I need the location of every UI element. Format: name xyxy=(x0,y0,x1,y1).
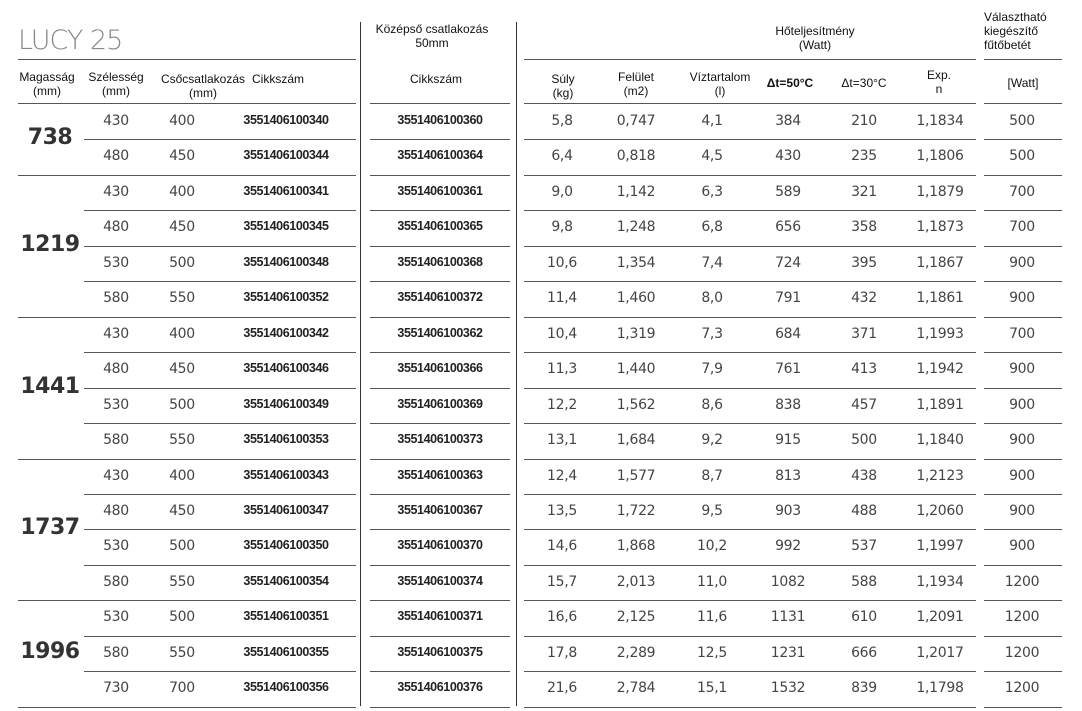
row-separator xyxy=(524,210,976,211)
group-separator xyxy=(524,175,976,176)
row-separator xyxy=(984,565,1062,566)
header-center-sku: Cikkszám xyxy=(409,72,462,86)
cell-center-sku: 3551406100373 xyxy=(397,432,483,447)
cell-center-sku: 3551406100366 xyxy=(397,361,483,376)
group-separator xyxy=(370,600,510,601)
cell-center-sku: 3551406100361 xyxy=(397,183,483,198)
group-separator xyxy=(984,459,1062,460)
header-center-connection: Középső csatlakozás 50mm xyxy=(375,22,489,50)
group-separator xyxy=(524,317,976,318)
cell-output-dt30: 457 xyxy=(851,396,877,413)
product-title: LUCY 25 xyxy=(18,25,123,56)
cell-water-content: 8,6 xyxy=(701,396,723,413)
cell-surface: 1,562 xyxy=(616,396,656,413)
row-separator xyxy=(84,636,356,637)
cell-water-content: 7,4 xyxy=(701,254,723,271)
cell-width: 430 xyxy=(103,325,129,342)
row-separator xyxy=(84,139,356,140)
cell-sku: 3551406100341 xyxy=(243,183,329,198)
group-height-label: 1996 xyxy=(20,639,80,665)
header-rule xyxy=(18,59,356,60)
row-separator xyxy=(370,529,510,530)
cell-heater-watt: 900 xyxy=(1009,467,1035,484)
cell-weight: 12,2 xyxy=(547,396,577,413)
cell-output-dt50: 1532 xyxy=(770,680,806,697)
cell-heater-watt: 900 xyxy=(1009,254,1035,271)
cell-sku: 3551406100354 xyxy=(243,573,329,588)
cell-center-sku: 3551406100368 xyxy=(397,254,483,269)
row-separator xyxy=(524,636,976,637)
cell-surface: 1,142 xyxy=(616,183,656,200)
cell-weight: 12,4 xyxy=(547,467,577,484)
cell-center-sku: 3551406100367 xyxy=(397,502,483,517)
cell-output-dt50: 384 xyxy=(775,113,801,129)
group-separator xyxy=(370,317,510,318)
cell-heater-watt: 900 xyxy=(1009,290,1035,307)
cell-width: 530 xyxy=(103,609,129,626)
row-separator xyxy=(984,281,1062,282)
cell-heater-watt: 1200 xyxy=(1004,680,1040,697)
cell-pipe-connection: 450 xyxy=(169,148,195,165)
cell-heater-watt: 700 xyxy=(1009,183,1035,200)
cell-exponent: 1,2060 xyxy=(916,502,964,519)
cell-heater-watt: 1200 xyxy=(1004,573,1040,590)
header-heater: Választható kiegészítő fűtőbetét xyxy=(984,10,1047,52)
cell-output-dt50: 724 xyxy=(775,254,801,271)
cell-output-dt50: 761 xyxy=(775,361,801,378)
cell-output-dt30: 371 xyxy=(851,325,877,342)
cell-surface: 2,013 xyxy=(616,573,656,590)
cell-pipe-connection: 500 xyxy=(169,538,195,555)
group-separator xyxy=(18,317,356,318)
cell-sku: 3551406100347 xyxy=(243,502,329,517)
row-separator xyxy=(370,388,510,389)
column-divider xyxy=(360,22,361,706)
cell-surface: 1,684 xyxy=(616,432,656,449)
cell-width: 530 xyxy=(103,396,129,413)
cell-center-sku: 3551406100370 xyxy=(397,538,483,553)
group-separator xyxy=(524,459,976,460)
row-separator xyxy=(984,671,1062,672)
cell-sku: 3551406100351 xyxy=(243,609,329,624)
cell-width: 580 xyxy=(103,573,129,590)
header-performance: Hőteljesítmény (Watt) xyxy=(775,24,855,52)
group-separator xyxy=(370,459,510,460)
cell-exponent: 1,1798 xyxy=(916,680,964,697)
cell-weight: 11,4 xyxy=(547,290,577,307)
cell-surface: 0,747 xyxy=(616,113,656,129)
cell-sku: 3551406100356 xyxy=(243,680,329,695)
cell-water-content: 4,1 xyxy=(701,113,723,129)
row-separator xyxy=(84,246,356,247)
row-separator xyxy=(84,494,356,495)
header-heater-unit: [Watt] xyxy=(1007,76,1039,90)
row-separator xyxy=(84,281,356,282)
row-separator xyxy=(524,494,976,495)
group-height-label: 1441 xyxy=(20,373,80,399)
row-separator xyxy=(370,565,510,566)
row-separator xyxy=(370,139,510,140)
cell-output-dt30: 235 xyxy=(851,148,877,165)
cell-output-dt50: 838 xyxy=(775,396,801,413)
cell-exponent: 1,2017 xyxy=(916,644,964,661)
cell-exponent: 1,1942 xyxy=(916,361,964,378)
cell-pipe-connection: 550 xyxy=(169,432,195,449)
cell-pipe-connection: 450 xyxy=(169,502,195,519)
cell-pipe-connection: 450 xyxy=(169,219,195,236)
cell-center-sku: 3551406100360 xyxy=(397,113,483,127)
header-rule xyxy=(18,103,356,104)
cell-weight: 10,6 xyxy=(547,254,577,271)
cell-surface: 1,440 xyxy=(616,361,656,378)
cell-heater-watt: 700 xyxy=(1009,219,1035,236)
cell-output-dt30: 210 xyxy=(851,113,877,129)
header-width: Szélesség (mm) xyxy=(88,70,144,98)
cell-exponent: 1,1834 xyxy=(916,113,964,129)
cell-output-dt50: 589 xyxy=(775,183,801,200)
cell-pipe-connection: 400 xyxy=(169,183,195,200)
cell-width: 580 xyxy=(103,644,129,661)
cell-output-dt50: 430 xyxy=(775,148,801,165)
header-sku: Cikkszám xyxy=(252,72,305,86)
header-weight: Súly (kg) xyxy=(551,72,575,100)
cell-water-content: 4,5 xyxy=(701,148,723,165)
group-height-label: 738 xyxy=(27,125,73,151)
header-rule xyxy=(524,103,976,104)
cell-weight: 11,3 xyxy=(547,361,577,378)
cell-output-dt30: 438 xyxy=(851,467,877,484)
row-separator xyxy=(370,246,510,247)
cell-exponent: 1,1891 xyxy=(916,396,964,413)
cell-exponent: 1,2123 xyxy=(916,467,964,484)
row-separator xyxy=(84,210,356,211)
cell-weight: 13,5 xyxy=(547,502,577,519)
cell-output-dt30: 413 xyxy=(851,361,877,378)
row-separator xyxy=(524,529,976,530)
cell-width: 430 xyxy=(103,467,129,484)
cell-heater-watt: 700 xyxy=(1009,325,1035,342)
cell-output-dt30: 500 xyxy=(851,432,877,449)
row-separator xyxy=(984,636,1062,637)
cell-water-content: 6,8 xyxy=(701,219,723,236)
cell-water-content: 9,5 xyxy=(701,502,723,519)
cell-pipe-connection: 400 xyxy=(169,467,195,484)
header-pipe: Csőcsatlakozás (mm) xyxy=(160,72,246,100)
cell-surface: 1,460 xyxy=(616,290,656,307)
cell-heater-watt: 1200 xyxy=(1004,644,1040,661)
cell-width: 480 xyxy=(103,219,129,236)
cell-width: 480 xyxy=(103,148,129,165)
cell-pipe-connection: 700 xyxy=(169,680,195,697)
cell-output-dt50: 791 xyxy=(775,290,801,307)
group-separator xyxy=(984,707,1062,708)
cell-sku: 3551406100350 xyxy=(243,538,329,553)
cell-width: 430 xyxy=(103,183,129,200)
cell-weight: 6,4 xyxy=(551,148,573,165)
cell-exponent: 1,2091 xyxy=(916,609,964,626)
header-dt30: Δt=30°C xyxy=(841,76,887,90)
cell-heater-watt: 900 xyxy=(1009,396,1035,413)
cell-surface: 1,868 xyxy=(616,538,656,555)
cell-water-content: 11,0 xyxy=(697,573,727,590)
row-separator xyxy=(370,281,510,282)
cell-sku: 3551406100348 xyxy=(243,254,329,269)
row-separator xyxy=(84,671,356,672)
group-height-label: 1737 xyxy=(20,515,80,541)
group-separator xyxy=(524,600,976,601)
cell-output-dt30: 321 xyxy=(851,183,877,200)
cell-water-content: 12,5 xyxy=(697,644,727,661)
row-separator xyxy=(984,388,1062,389)
header-rule xyxy=(370,103,510,104)
cell-pipe-connection: 400 xyxy=(169,325,195,342)
cell-heater-watt: 900 xyxy=(1009,538,1035,555)
cell-weight: 16,6 xyxy=(547,609,577,626)
cell-width: 580 xyxy=(103,432,129,449)
cell-weight: 9,8 xyxy=(551,219,573,236)
cell-surface: 1,722 xyxy=(616,502,656,519)
cell-sku: 3551406100343 xyxy=(243,467,329,482)
row-separator xyxy=(984,423,1062,424)
header-height: Magasság (mm) xyxy=(19,70,75,98)
cell-surface: 2,784 xyxy=(616,680,656,697)
row-separator xyxy=(984,494,1062,495)
cell-sku: 3551406100352 xyxy=(243,290,329,305)
cell-heater-watt: 900 xyxy=(1009,432,1035,449)
cell-output-dt50: 903 xyxy=(775,502,801,519)
cell-output-dt50: 1082 xyxy=(770,573,806,590)
cell-weight: 13,1 xyxy=(547,432,577,449)
cell-exponent: 1,1840 xyxy=(916,432,964,449)
group-separator xyxy=(370,707,510,708)
group-separator xyxy=(18,459,356,460)
row-separator xyxy=(524,671,976,672)
cell-output-dt30: 588 xyxy=(851,573,877,590)
cell-pipe-connection: 500 xyxy=(169,396,195,413)
cell-sku: 3551406100342 xyxy=(243,325,329,340)
cell-pipe-connection: 500 xyxy=(169,254,195,271)
row-separator xyxy=(84,565,356,566)
cell-width: 530 xyxy=(103,254,129,271)
cell-width: 480 xyxy=(103,361,129,378)
cell-center-sku: 3551406100376 xyxy=(397,680,483,695)
group-separator xyxy=(524,707,976,708)
cell-exponent: 1,1993 xyxy=(916,325,964,342)
row-separator xyxy=(984,529,1062,530)
row-separator xyxy=(984,210,1062,211)
cell-weight: 17,8 xyxy=(547,644,577,661)
cell-center-sku: 3551406100375 xyxy=(397,644,483,659)
cell-weight: 21,6 xyxy=(547,680,577,697)
cell-pipe-connection: 500 xyxy=(169,609,195,626)
row-separator xyxy=(524,246,976,247)
cell-heater-watt: 500 xyxy=(1009,113,1035,129)
row-separator xyxy=(984,139,1062,140)
cell-output-dt30: 432 xyxy=(851,290,877,307)
row-separator xyxy=(524,388,976,389)
row-separator xyxy=(370,494,510,495)
cell-surface: 1,248 xyxy=(616,219,656,236)
cell-pipe-connection: 550 xyxy=(169,644,195,661)
group-separator xyxy=(984,600,1062,601)
cell-water-content: 9,2 xyxy=(701,432,723,449)
header-water: Víztartalom (l) xyxy=(689,70,751,98)
row-separator xyxy=(524,139,976,140)
cell-water-content: 7,3 xyxy=(701,325,723,342)
cell-heater-watt: 500 xyxy=(1009,148,1035,165)
cell-center-sku: 3551406100374 xyxy=(397,573,483,588)
cell-sku: 3551406100345 xyxy=(243,219,329,234)
row-separator xyxy=(524,565,976,566)
header-surface: Felület (m2) xyxy=(617,70,655,98)
cell-center-sku: 3551406100363 xyxy=(397,467,483,482)
row-separator xyxy=(984,246,1062,247)
cell-surface: 0,818 xyxy=(616,148,656,165)
cell-weight: 15,7 xyxy=(547,573,577,590)
cell-output-dt30: 537 xyxy=(851,538,877,555)
cell-water-content: 7,9 xyxy=(701,361,723,378)
row-separator xyxy=(84,529,356,530)
cell-weight: 14,6 xyxy=(547,538,577,555)
cell-width: 530 xyxy=(103,538,129,555)
cell-pipe-connection: 450 xyxy=(169,361,195,378)
cell-weight: 9,0 xyxy=(551,183,573,200)
cell-center-sku: 3551406100364 xyxy=(397,148,483,163)
cell-weight: 5,8 xyxy=(551,113,573,129)
cell-sku: 3551406100355 xyxy=(243,644,329,659)
group-separator xyxy=(370,175,510,176)
cell-surface: 1,354 xyxy=(616,254,656,271)
group-height-label: 1219 xyxy=(20,231,80,257)
group-separator xyxy=(18,600,356,601)
cell-exponent: 1,1873 xyxy=(916,219,964,236)
cell-exponent: 1,1806 xyxy=(916,148,964,165)
cell-exponent: 1,1997 xyxy=(916,538,964,555)
cell-water-content: 6,3 xyxy=(701,183,723,200)
cell-pipe-connection: 400 xyxy=(169,113,195,129)
cell-center-sku: 3551406100372 xyxy=(397,290,483,305)
header-rule xyxy=(984,59,1062,60)
group-separator xyxy=(18,707,356,708)
cell-pipe-connection: 550 xyxy=(169,573,195,590)
row-separator xyxy=(370,671,510,672)
cell-heater-watt: 1200 xyxy=(1004,609,1040,626)
cell-output-dt30: 358 xyxy=(851,219,877,236)
cell-width: 430 xyxy=(103,113,129,129)
cell-surface: 1,577 xyxy=(616,467,656,484)
cell-sku: 3551406100346 xyxy=(243,361,329,376)
cell-width: 580 xyxy=(103,290,129,307)
cell-center-sku: 3551406100371 xyxy=(397,609,483,624)
cell-surface: 2,125 xyxy=(616,609,656,626)
cell-surface: 1,319 xyxy=(616,325,656,342)
cell-output-dt30: 488 xyxy=(851,502,877,519)
cell-output-dt50: 1231 xyxy=(770,644,806,661)
cell-sku: 3551406100344 xyxy=(243,148,329,163)
header-dt50: Δt=50°C xyxy=(766,76,814,90)
cell-weight: 10,4 xyxy=(547,325,577,342)
cell-output-dt30: 839 xyxy=(851,680,877,697)
cell-output-dt50: 813 xyxy=(775,467,801,484)
cell-output-dt30: 666 xyxy=(851,644,877,661)
cell-water-content: 8,0 xyxy=(701,290,723,307)
cell-surface: 2,289 xyxy=(616,644,656,661)
header-rule xyxy=(524,59,976,60)
cell-heater-watt: 900 xyxy=(1009,502,1035,519)
cell-output-dt50: 684 xyxy=(775,325,801,342)
row-separator xyxy=(370,423,510,424)
cell-output-dt50: 656 xyxy=(775,219,801,236)
row-separator xyxy=(370,636,510,637)
row-separator xyxy=(524,423,976,424)
cell-output-dt50: 992 xyxy=(775,538,801,555)
group-separator xyxy=(984,317,1062,318)
cell-heater-watt: 900 xyxy=(1009,361,1035,378)
header-exp: Exp. n xyxy=(926,68,951,96)
row-separator xyxy=(524,352,976,353)
cell-exponent: 1,1867 xyxy=(916,254,964,271)
group-separator xyxy=(18,175,356,176)
row-separator xyxy=(84,352,356,353)
header-rule xyxy=(984,103,1062,104)
group-separator xyxy=(984,175,1062,176)
cell-width: 730 xyxy=(103,680,129,697)
cell-exponent: 1,1879 xyxy=(916,183,964,200)
cell-sku: 3551406100340 xyxy=(243,113,329,127)
cell-water-content: 11,6 xyxy=(697,609,727,626)
cell-water-content: 15,1 xyxy=(697,680,727,697)
cell-center-sku: 3551406100365 xyxy=(397,219,483,234)
cell-width: 480 xyxy=(103,502,129,519)
cell-exponent: 1,1861 xyxy=(916,290,964,307)
cell-water-content: 8,7 xyxy=(701,467,723,484)
row-separator xyxy=(984,352,1062,353)
cell-water-content: 10,2 xyxy=(697,538,727,555)
row-separator xyxy=(84,423,356,424)
cell-exponent: 1,1934 xyxy=(916,573,964,590)
row-separator xyxy=(370,210,510,211)
cell-center-sku: 3551406100369 xyxy=(397,396,483,411)
cell-output-dt30: 395 xyxy=(851,254,877,271)
row-separator xyxy=(524,281,976,282)
cell-sku: 3551406100353 xyxy=(243,432,329,447)
cell-output-dt30: 610 xyxy=(851,609,877,626)
row-separator xyxy=(370,352,510,353)
cell-sku: 3551406100349 xyxy=(243,396,329,411)
cell-output-dt50: 1131 xyxy=(770,609,806,626)
row-separator xyxy=(84,388,356,389)
cell-output-dt50: 915 xyxy=(775,432,801,449)
cell-pipe-connection: 550 xyxy=(169,290,195,307)
cell-center-sku: 3551406100362 xyxy=(397,325,483,340)
